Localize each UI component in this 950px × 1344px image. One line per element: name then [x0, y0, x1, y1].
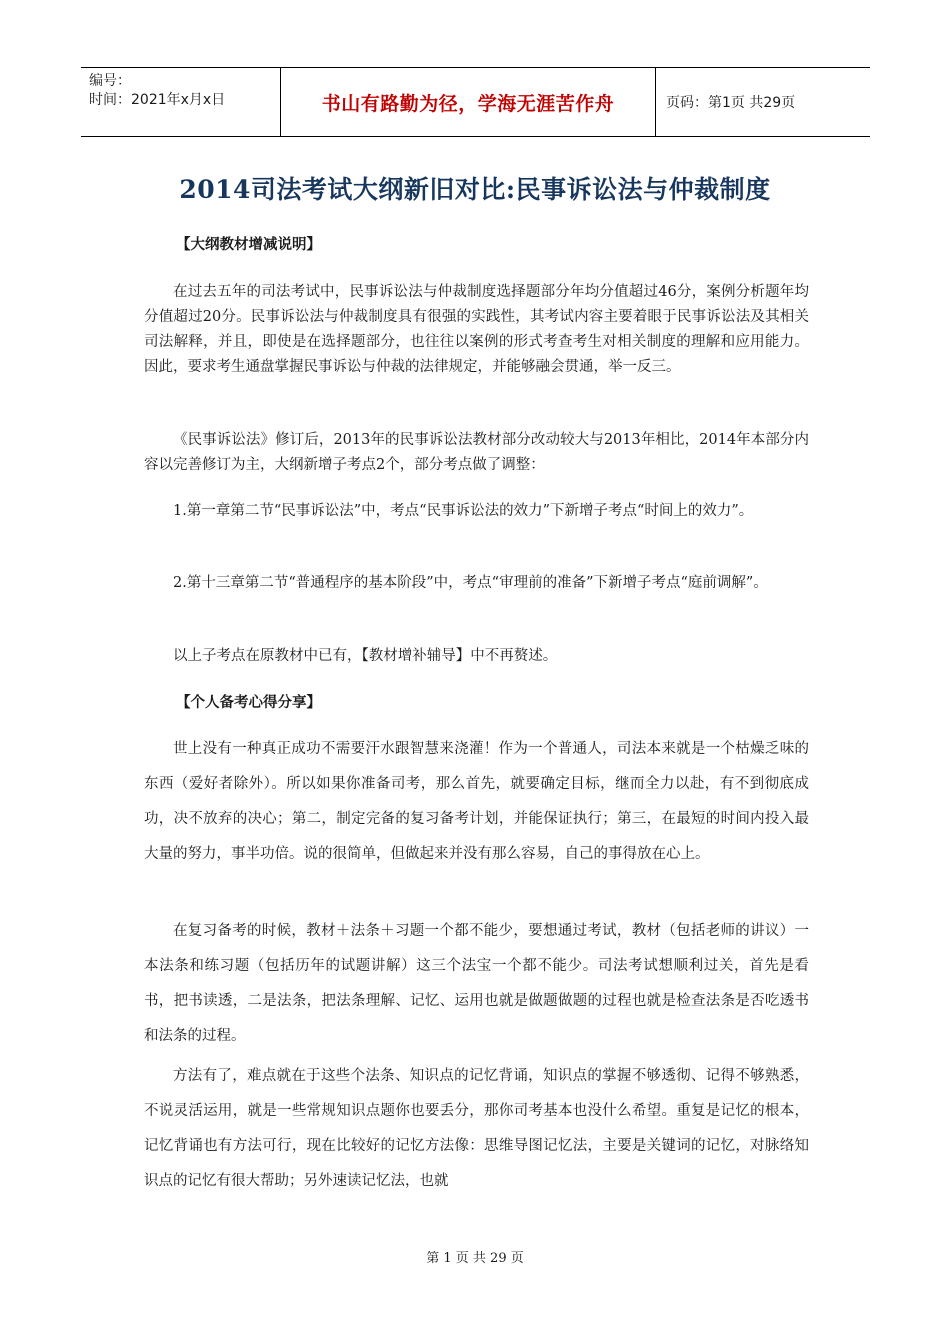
paragraph: 1.第一章第二节“民事诉讼法”中，考点“民事诉讼法的效力”下新增子考点“时间上的效力”。 [173, 503, 754, 519]
page-footer: 第 1 页 共 29 页 [426, 1251, 524, 1266]
header-meta-cell [81, 68, 281, 136]
header-motto: 书山有路勤为径，学海无涯苦作舟 [321, 92, 615, 115]
paragraph: 在复习备考的时候，教材＋法条＋习题一个都不能少，要想通过考试，教材（包括老师的讲议）一本法条和练习题（包括历年的试题讲解）这三个法宝一个都不能少。司法考试想顺利过关，首先是看书，把书读透，二是法条，把法条理解、记忆、运用也就是做题做题的过程也就是检查法条是否吃透书和法条的过程。 [144, 923, 809, 1044]
header-page-cell [656, 68, 870, 136]
paragraph: 《民事诉讼法》修订后，2013年的民事诉讼法教材部分改动较大与2013年相比，2014年本部分内容以完善修订为主，大纲新增子考点2个，部分考点做了调整： [144, 432, 809, 473]
paragraph: 以上子考点在原教材中已有，【教材增补辅导】中不再赘述。 [173, 648, 558, 664]
header-table [81, 67, 870, 137]
document-title: 2014司法考试大纲新旧对比:民事诉讼法与仲裁制度 [179, 175, 771, 204]
section-heading-outline-changes: 【大纲教材增减说明】 [176, 236, 321, 253]
section-heading-study-tips: 【个人备考心得分享】 [176, 694, 321, 711]
header-time-label: 时间：2021年x月x日 [89, 92, 226, 108]
paragraph: 方法有了，难点就在于这些个法条、知识点的记忆背诵，知识点的掌握不够透彻、记得不够熟悉，不说灵活运用，就是一些常规知识点题你也要丢分，那你司考基本也没什么希望。重复是记忆的根本，记忆背诵也有方法可行，现在比较好的记忆方法像：思维导图记忆法，主要是关键词的记忆，对脉络知识点的记忆有很大帮助；另外速读记忆法，也就 [144, 1068, 809, 1189]
header-motto-cell [281, 68, 656, 136]
paragraph: 2.第十三章第二节“普通程序的基本阶段”中，考点“审理前的准备”下新增子考点“庭前调解”。 [173, 575, 768, 591]
paragraph: 在过去五年的司法考试中，民事诉讼法与仲裁制度选择题部分年均分值超过46分，案例分析题年均分值超过20分。民事诉讼法与仲裁制度具有很强的实践性，其考试内容主要着眼于民事诉讼法及其相关司法解释，并且，即使是在选择题部分，也往往以案例的形式考查考生对相关制度的理解和应用能力。因此，要求考生通盘掌握民事诉讼与仲裁的法律规定，并能够融会贯通，举一反三。 [144, 284, 809, 375]
header-number-label: 编号： [89, 73, 131, 89]
paragraph: 世上没有一种真正成功不需要汗水跟智慧来浇灌！作为一个普通人，司法本来就是一个枯燥乏味的东西（爱好者除外）。所以如果你准备司考，那么首先，就要确定目标，继而全力以赴，有不到彻底成功，决不放弃的决心；第二，制定完备的复习备考计划，并能保证执行；第三，在最短的时间内投入最大量的努力，事半功倍。说的很简单，但做起来并没有那么容易，自己的事得放在心上。 [144, 741, 809, 862]
header-page-info: 页码：第1页 共29页 [666, 95, 796, 111]
